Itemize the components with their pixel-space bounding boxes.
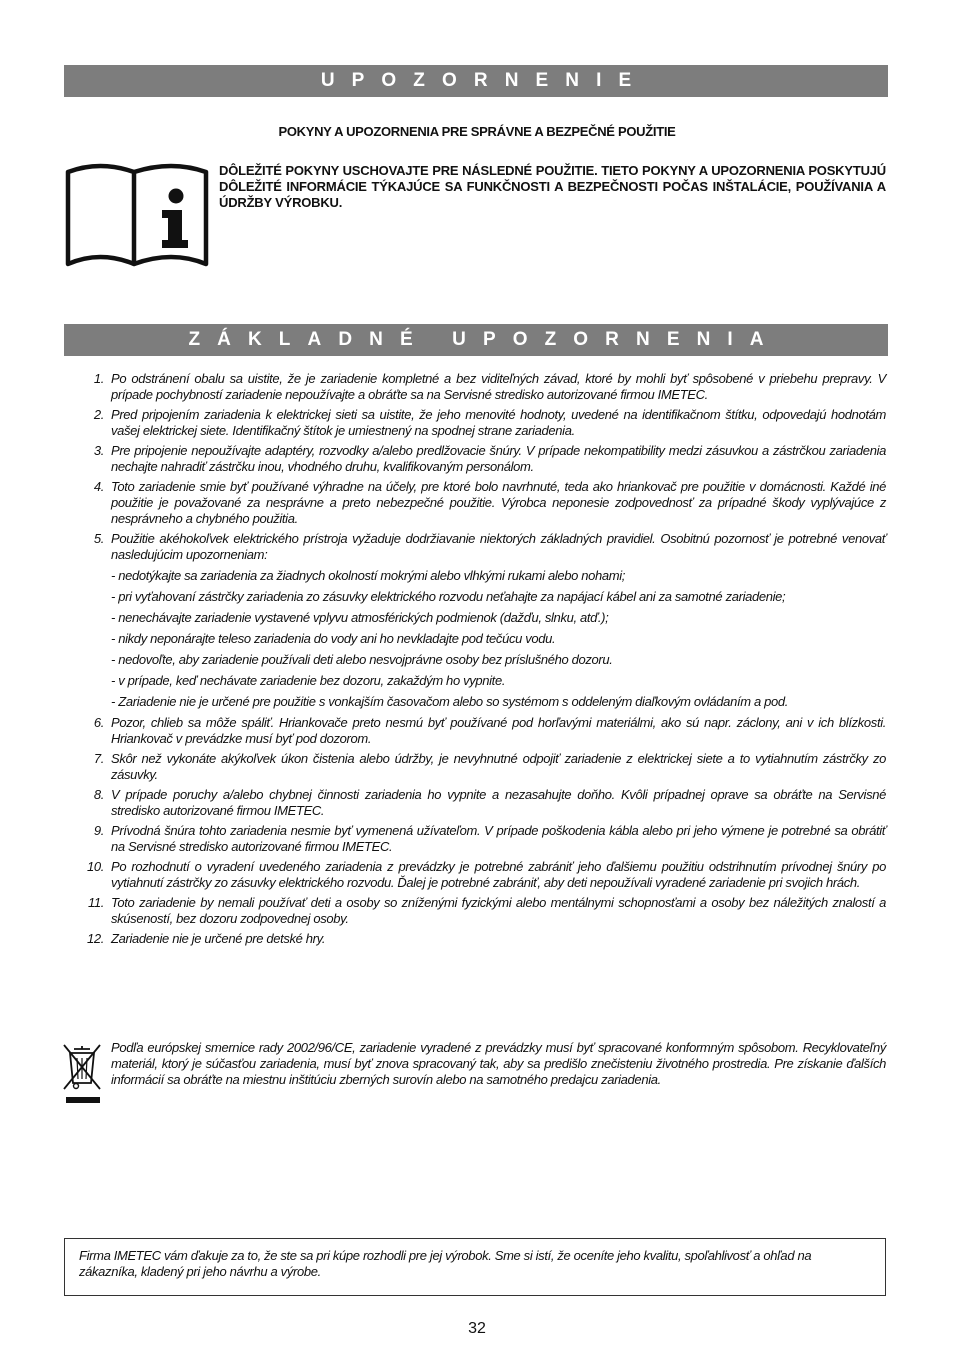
crossed-out-bin-icon: [62, 1041, 102, 1107]
list-item: [78, 407, 886, 439]
item-text: Prívodná šnúra tohto zariadenia nesmie byť vymenená užívateľom. V prípade poškodenia kábla alebo pri jeho výmene je potrebné sa obrátiť na Servisné stredisko autorizované firmou IMETEC.: [111, 823, 886, 854]
item-number: 8.: [93, 787, 104, 802]
item-text: Skôr než vykonáte akýkoľvek úkon čistenia alebo údržby, je nevyhnutné odpojiť zariadenie z elektrickej siete a to vytiahnutím zástrčky zo zásuvky.: [111, 751, 886, 782]
list-item: [78, 751, 886, 783]
list-item: [78, 443, 886, 475]
sub-list-item: - nikdy neponárajte teleso zariadenia do vody ani ho nevkladajte pod tečúcu vodu.: [111, 631, 556, 646]
item-number: 1.: [93, 371, 104, 386]
list-item: [78, 715, 886, 747]
item-number: 6.: [93, 715, 104, 730]
page-number: 32: [468, 1320, 486, 1337]
item-number: 4.: [93, 479, 104, 494]
info-text: DÔLEŽITÉ POKYNY USCHOVAJTE PRE NÁSLEDNÉ POUŽITIE. TIETO POKYNY A UPOZORNENIA POSKYTUJÚ DÔLEŽITÉ INFORMÁCIE TÝKAJÚCE SA FUNKČNOSTI A BEZPEČNOSTI POČAS INŠTALÁCIE, POUŽÍVANIA A ÚDRŽBY VÝROBKU.: [219, 163, 886, 210]
item-number: 5.: [93, 531, 104, 546]
weee-disposal-text: Podľa európskej smernice rady 2002/96/CE, zariadenie vyradené z prevádzky musí byť spracované konformným spôsobom. Recyklovateľný materiál, ktorý je súčasťou zariadenia, musí byť znova spracovaný tak, aby sa predišlo znečisteniu životného prostredia. Pre získanie ďalších informácií sa obráťte na miestnu inštitúciu zberných surovín alebo na samotného predajcu zariadenia.: [111, 1040, 886, 1087]
list-item: [78, 787, 886, 819]
item-number: 2.: [93, 407, 104, 422]
list-item: [78, 531, 886, 710]
item-text: Po rozhodnutí o vyradení uvedeného zariadenia z prevádzky je potrebné zabrániť jeho ďalšiemu použitiu odstrihnutím prívodnej šnúry po vytiahnutí zástrčky zo zásuvky elektrického rozvodu. Ďalej je potrebné zabrániť, aby deti nepoužívali vyradené zariadenie pri svojich hrách.: [111, 859, 886, 890]
item-text: Toto zariadenie by nemali používať deti a osoby so zníženými fyzickými alebo mentálnymi schopnosťami a osoby bez náležitých znalostí a skúseností, bez dozoru zodpovednej osoby.: [111, 895, 886, 926]
item-text: Toto zariadenie smie byť používané výhradne na účely, pre ktoré bolo navrhnuté, teda ako hriankovač pre použitie v domácnosti. Každé iné použitie je považované za nesprávne a preto nebezpečné použitie. Výrobca neponesie zodpovednosť za prípadné škody vyplývajúce z nesprávneho a chybného použitia.: [111, 479, 886, 526]
thank-you-text: Firma IMETEC vám ďakuje za to, že ste sa pri kúpe rozhodli pre jej výrobok. Sme si istí, že oceníte jeho kvalitu, spoľahlivosť a ohľad na zákazníka, kladený pri jeho návrhu a výrobe.: [79, 1248, 812, 1279]
item-number: 3.: [93, 443, 104, 458]
list-item: [78, 479, 886, 527]
item-number: 11.: [87, 895, 104, 910]
warnings-list: [78, 371, 886, 951]
list-item: [78, 895, 886, 927]
item-text: Zariadenie nie je určené pre detské hry.: [111, 931, 326, 946]
sub-list-item: - Zariadenie nie je určené pre použitie s vonkajším časovačom alebo so systémom s oddeleným diaľkovým ovládaním a pod.: [111, 694, 788, 709]
sub-list: [111, 568, 886, 710]
instructions-subtitle: POKYNY A UPOZORNENIA PRE SPRÁVNE A BEZPEČNÉ POUŽITIE: [278, 124, 676, 139]
sub-list-item: - pri vyťahovaní zástrčky zariadenia zo zásuvky elektrického rozvodu neťahajte za napájací kábel ani za samotné zariadenie;: [111, 589, 786, 604]
section-banner-zakladne-upozornenia: ZÁKLADNÉ UPOZORNENIA: [64, 324, 888, 356]
item-text: V prípade poruchy a/alebo chybnej činnosti zariadenia ho vypnite a nezasahujte doňho. Kvôli prípadnej oprave sa obráťte na Servisné stredisko autorizované firmou IMETEC.: [111, 787, 886, 818]
list-item: [78, 371, 886, 403]
sub-list-item: - nenechávajte zariadenie vystavené vplyvu atmosférických podmienok (dažďu, slnku, atď.);: [111, 610, 609, 625]
item-text: Pre pripojenie nepoužívajte adaptéry, rozvodky a/alebo predlžovacie šnúry. V prípade nekompatibility medzi zásuvkou a zástrčkou zariadenia nechajte nahradiť zástrčku inou, vhodného druhu, kvalifikovaným personálom.: [111, 443, 886, 474]
item-number: 10.: [86, 859, 104, 874]
list-item: [78, 859, 886, 891]
list-item: [78, 931, 886, 947]
sub-list-item: - nedotýkajte sa zariadenia za žiadnych okolností mokrými alebo vlhkými rukami alebo nohami;: [111, 568, 626, 583]
thank-you-box: [64, 1238, 886, 1296]
info-book-icon: [64, 158, 212, 270]
item-number: 9.: [93, 823, 104, 838]
item-text: Pozor, chlieb sa môže spáliť. Hriankovače preto nesmú byť používané pod horľavými materiálmi, ako sú napr. záclony, ani v ich blízkosti. Hriankovač v prevádzke musí byť pod dozorom.: [111, 715, 886, 746]
section-banner-upozornenie: UPOZORNENIE: [64, 65, 888, 97]
item-text: Po odstránení obalu sa uistite, že je zariadenie kompletné a bez viditeľných závad, ktoré by mohli byť spôsobené v priebehu prepravy. V prípade pochybností zariadenie nepoužívajte a obráťte sa na Servisné stredisko autorizované firmou IMETEC.: [111, 371, 886, 402]
item-number: 12.: [86, 931, 104, 946]
item-text: Pred pripojením zariadenia k elektrickej sieti sa uistite, že jeho menovité hodnoty, uvedené na identifikačnom štítku, odpovedajú hodnotám vašej elektrickej siete. Identifikačný štítok je umiestnený na spodnej strane zariadenia.: [111, 407, 886, 438]
item-number: 7.: [93, 751, 104, 766]
sub-list-item: - nedovoľte, aby zariadenie používali deti alebo nesvojprávne osoby bez príslušného dozoru.: [111, 652, 613, 667]
list-item: [78, 823, 886, 855]
sub-list-item: - v prípade, keď nechávate zariadenie bez dozoru, zakaždým ho vypnite.: [111, 673, 506, 688]
item-text: Použitie akéhokoľvek elektrického prístroja vyžaduje dodržiavanie niektorých základných pravidiel. Osobitnú pozornosť je potrebné venovať nasledujúcim upozorneniam:: [111, 531, 886, 562]
